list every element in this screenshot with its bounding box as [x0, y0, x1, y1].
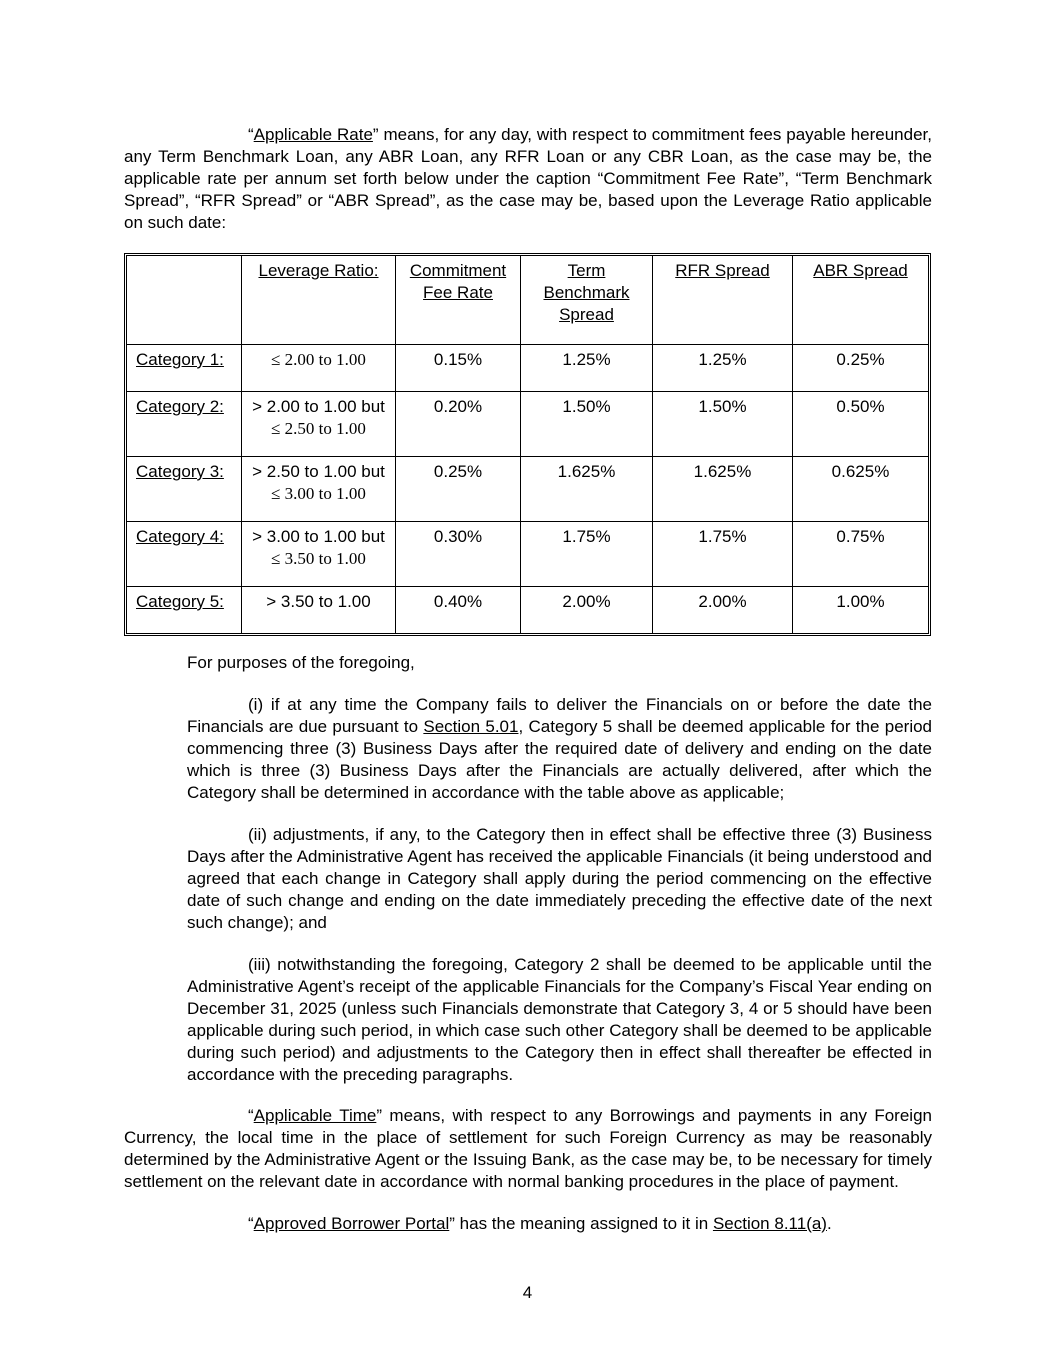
category-cell: Category 5:	[127, 587, 242, 633]
abr-spread-cell: 0.75%	[793, 522, 928, 587]
header-abr-spread: ABR Spread	[793, 256, 928, 345]
close-quote: ”	[372, 125, 379, 144]
clause-ii: (ii) adjustments, if any, to the Category then in effect shall be effective three (3) Business Days after the Administrative Agent has received the applicable Financials (it being understood and agreed that each change in Category shall apply during the period commencing on the effective date of such change and ending on the date immediately preceding the effective date of the next such change); and	[187, 825, 932, 932]
commitment-fee-cell: 0.20%	[396, 392, 521, 457]
rfr-spread-cell: 1.75%	[653, 522, 793, 587]
page-number: 4	[522, 1283, 533, 1302]
abr-spread-cell: 0.50%	[793, 392, 928, 457]
commitment-fee-cell: 0.30%	[396, 522, 521, 587]
header-blank	[127, 256, 242, 345]
rfr-spread-cell: 1.25%	[653, 345, 793, 392]
abr-spread-cell: 1.00%	[836, 592, 885, 611]
commitment-fee-cell: 0.40%	[396, 587, 521, 633]
commitment-fee-cell: 0.25%	[396, 457, 521, 522]
leverage-ratio-cell: > 3.50 to 1.00	[242, 587, 396, 633]
header-term-benchmark-spread: Term Benchmark Spread	[521, 256, 653, 345]
header-commitment-fee-rate: Commitment Fee Rate	[396, 256, 521, 345]
category-cell: Category 2:	[127, 392, 242, 457]
definition-applicable-time: “Applicable Time” means, with respect to any Borrowings and payments in any Foreign Currency, the local time in the place of settlement for such Foreign Currency as may be reasonably determined by the Administrative Agent or the Issuing Bank, as the case may be, to be necessary for timely settlement on the relevant date in accordance with normal banking procedures in the place of payment.	[124, 1106, 932, 1191]
rfr-spread-cell: 1.625%	[653, 457, 793, 522]
section-8-11-a-reference: Section 8.11(a)	[712, 1214, 827, 1233]
defined-term-approved-borrower-portal: Approved Borrower Portal	[253, 1214, 450, 1233]
commitment-fee-cell: 0.15%	[396, 345, 521, 392]
definition-approved-borrower-portal: “Approved Borrower Portal” has the meaning assigned to it in Section 8.11(a).	[248, 1214, 832, 1233]
definition-applicable-rate	[124, 124, 932, 234]
header-leverage-ratio: Leverage Ratio:	[242, 256, 396, 345]
term-benchmark-cell: 1.25%	[521, 345, 653, 392]
foregoing-intro: For purposes of the foregoing,	[187, 653, 415, 672]
leverage-ratio-cell: > 2.50 to 1.00 but ≤ 3.00 to 1.00	[242, 457, 396, 522]
rfr-spread-cell: 1.50%	[653, 392, 793, 457]
clause-iii: (iii) notwithstanding the foregoing, Category 2 shall be deemed to be applicable until the Administrative Agent’s receipt of the applicable Financials for the Company’s Fiscal Year ending on December 31, 2025 (unless such Financials demonstrate that Category 3, 4 or 5 should have been applicable during such period, in which case such other Category shall be deemed to be applicable during such period) and adjustments to the Category then in effect shall thereafter be effected in accordance with the preceding paragraphs.	[187, 955, 932, 1084]
open-quote: “	[248, 125, 254, 144]
term-benchmark-cell: 1.50%	[521, 392, 653, 457]
abr-spread-cell: 0.25%	[793, 345, 928, 392]
leverage-ratio-cell: > 2.00 to 1.00 but ≤ 2.50 to 1.00	[242, 392, 396, 457]
category-cell: Category 3:	[127, 457, 242, 522]
section-5-01-reference: Section 5.01	[423, 717, 519, 736]
table-row	[127, 522, 928, 587]
term-benchmark-cell: 1.75%	[521, 522, 653, 587]
table-row	[127, 345, 928, 392]
term-benchmark-cell: 2.00%	[521, 587, 653, 633]
table-row	[127, 392, 928, 457]
table-row	[127, 457, 928, 522]
category-cell: Category 1:	[127, 345, 242, 392]
abr-spread-cell: 0.625%	[793, 457, 928, 522]
term-benchmark-cell: 1.625%	[521, 457, 653, 522]
leverage-ratio-cell: > 3.00 to 1.00 but ≤ 3.50 to 1.00	[242, 522, 396, 587]
header-rfr-spread: RFR Spread	[653, 256, 793, 345]
applicable-rate-table	[124, 253, 931, 636]
clause-i: (i) if at any time the Company fails to deliver the Financials on or before the date the Financials are due pursuant to Section 5.01, Category 5 shall be deemed applicable for the period commencing three (3) Business Days after the required date of delivery and ending on the date which is three (3) Business Days after the Financials are actually delivered, after which the Category shall be determined in accordance with the table above as applicable;	[187, 695, 933, 802]
definition-text: means, for any day, with respect to commitment fees payable hereunder, any Term Benchmark Loan, any ABR Loan, any RFR Loan or any CBR Loan, as the case may be, the applicable rate per annum set forth below under the caption “Commitment Fee Rate”, “Term Benchmark Spread”, “RFR Spread” or “ABR Spread”, as the case may be, based upon the Leverage Ratio applicable on such date:	[124, 125, 932, 232]
table-header-row	[127, 256, 928, 345]
defined-term-applicable-time: Applicable Time	[253, 1106, 377, 1125]
table-row	[127, 587, 928, 633]
leverage-ratio-cell: ≤ 2.00 to 1.00	[242, 345, 396, 392]
category-cell: Category 4:	[127, 522, 242, 587]
rfr-spread-cell: 2.00%	[653, 587, 793, 633]
defined-term-applicable-rate: Applicable Rate	[253, 125, 373, 144]
